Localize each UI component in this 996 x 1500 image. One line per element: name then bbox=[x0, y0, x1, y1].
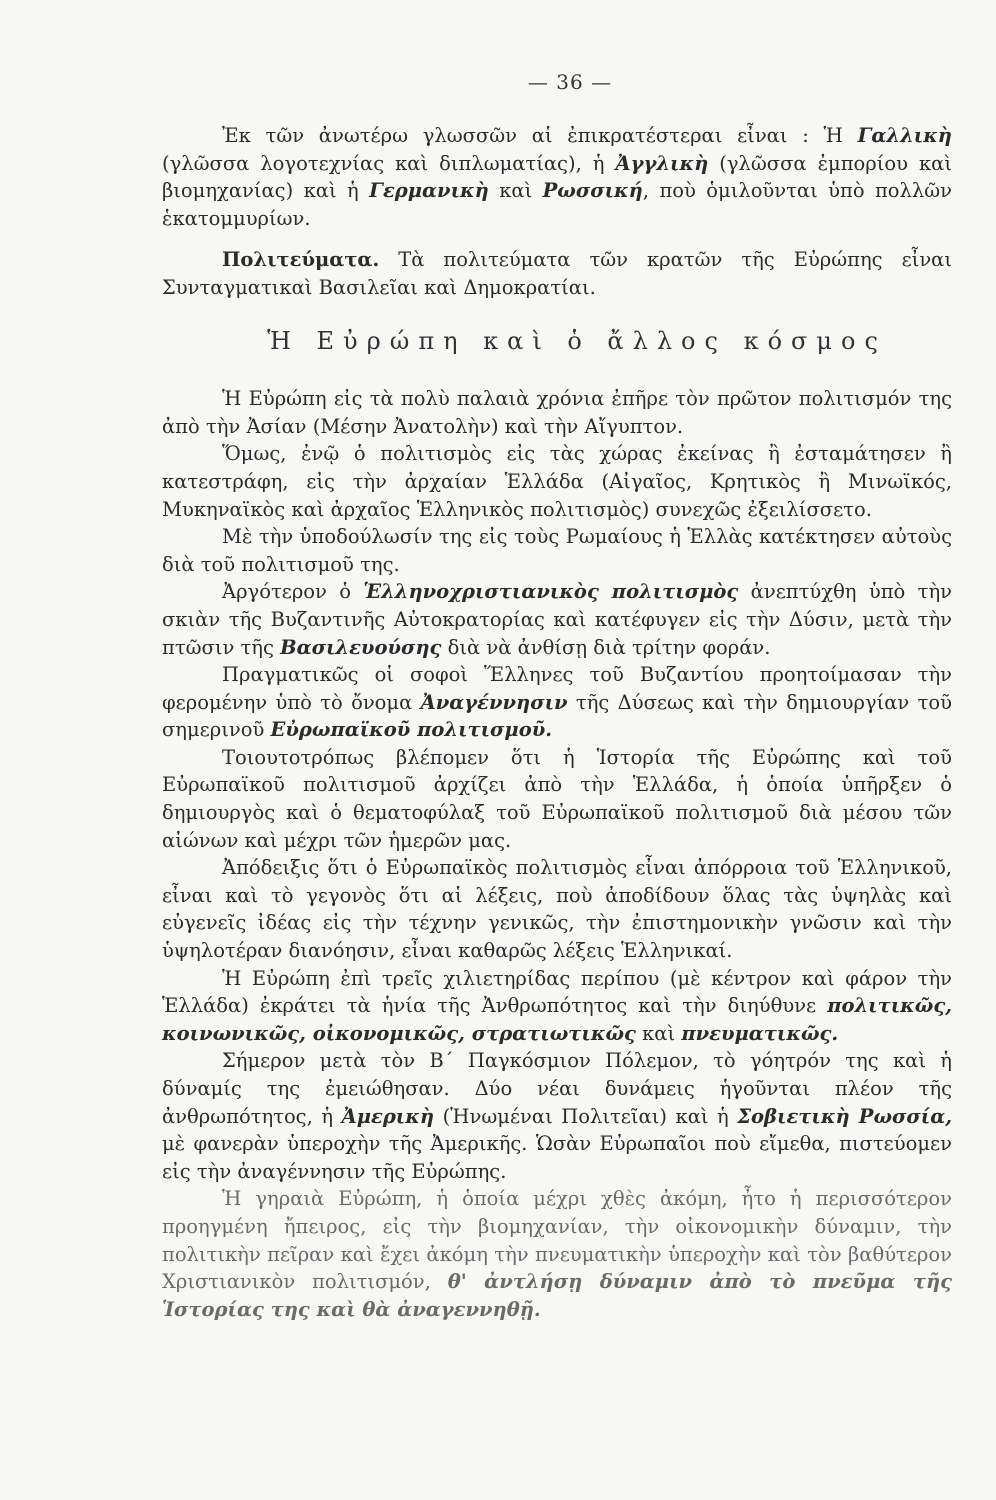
text-run: Ἐκ τῶν ἀνωτέρω γλωσσῶν αἱ ἐπικρατέστεραι εἶναι : Ἡ bbox=[222, 124, 858, 147]
text-run: Ἡ γηραιὰ Εὐρώπη, ἡ ὁποία μέχρι χθὲς ἀκόμη, ἦτο ἡ περισσότερον προηγμένη ἤπειρος, εἰς τὴν βιομηχανίαν, τὴν οἰκονομικὴν δύναμιν, τὴν πολιτικὴν πεῖραν καὶ ἔχει ἀκόμη τὴν πνευματικὴν ὑπεροχὴν καὶ τὸν βαθύτερον Χριστιανικὸν πολιτισμόν, bbox=[162, 1187, 952, 1294]
text-run: διὰ νὰ ἀνθίσῃ διὰ τρίτην φοράν. bbox=[441, 635, 771, 659]
text-run: καὶ bbox=[488, 179, 543, 203]
page-body bbox=[162, 122, 952, 1323]
emphasis: πνευματικῶς. bbox=[681, 1021, 839, 1045]
paragraph-12 bbox=[162, 1185, 952, 1323]
emphasis: θ' ἀντλήσῃ δύναμιν ἀπὸ τὸ πνεῦμα τῆς Ἱστορίας της καὶ θὰ ἀναγεννηθῇ. bbox=[162, 1270, 952, 1321]
paragraph-7 bbox=[162, 661, 952, 744]
paragraph-6 bbox=[162, 578, 952, 661]
text-run: (Ἡνωμέναι Πολιτεῖαι) καὶ ἡ bbox=[434, 1104, 738, 1128]
paragraph-11 bbox=[162, 1047, 952, 1185]
paragraph-8: Τοιουτοτρόπως βλέπομεν ὅτι ἡ Ἱστορία τῆς Εὐρώπης καὶ τοῦ Εὐρωπαϊκοῦ πολιτισμοῦ ἀρχίζει ἀπὸ τὴν Ἑλλάδα, ἡ ὁποία ὑπῆρξεν ὁ δημιουργὸς καὶ ὁ θεματοφύλαξ τοῦ Εὐρωπαϊκοῦ πολιτισμοῦ διὰ μέσου τῶν αἰώνων καὶ μέχρι τῶν ἡμερῶν μας. bbox=[162, 745, 952, 852]
emphasis: Βασιλευούσης bbox=[280, 635, 442, 659]
emphasis: Ἀμερικὴ bbox=[341, 1104, 435, 1128]
spacer bbox=[162, 232, 952, 246]
emphasis-english: Ἀγγλικὴ bbox=[615, 151, 709, 175]
emphasis-german: Γερμανικὴ bbox=[369, 179, 489, 203]
text-run: (γλῶσσα λογοτεχνίας καὶ διπλωματίας), ἡ bbox=[162, 151, 616, 175]
text-run: τῆς Δύσεως καὶ τὴν δημιουργίαν τοῦ σημερινοῦ bbox=[162, 690, 952, 742]
text-run: μὲ φανερὰν ὑπεροχὴν τῆς Ἀμερικῆς. Ὡσὰν Εὐρωπαῖοι ποὺ εἴμεθα, πιστεύομεν εἰς τὴν ἀναγέννησιν τῆς Εὐρώπης. bbox=[162, 1132, 952, 1183]
paragraph-10 bbox=[162, 965, 952, 1048]
page-number: — 36 — bbox=[527, 70, 613, 94]
text-run: (γλῶσσα ἐμπορίου καὶ βιομηχανίας) καὶ ἡ bbox=[162, 151, 952, 203]
text-run: Ἡ Εὐρώπη ἐπὶ τρεῖς χιλιετηρίδας περίπου (μὲ κέντρον καὶ φάρον τὴν Ἑλλάδα) ἐκράτει τὰ ἡνία τῆς Ἀνθρωπότητος καὶ τὴν διηύθυνε bbox=[162, 966, 952, 1018]
emphasis: πολιτικῶς, κοινωνικῶς, οἰκονομικῶς, στρατιωτικῶς bbox=[162, 994, 952, 1045]
paragraph-governments bbox=[162, 246, 952, 301]
paragraph-3: Ἡ Εὐρώπη εἰς τὰ πολὺ παλαιὰ χρόνια ἐπῆρε τὸν πρῶτον πολιτισμόν της ἀπὸ τὴν Ἀσίαν (Μέσην Ἀνατολὴν) καὶ τὴν Αἴγυπτον. bbox=[162, 387, 952, 438]
paragraph-9: Ἀπόδειξις ὅτι ὁ Εὐρωπαϊκὸς πολιτισμὸς εἶναι ἀπόρροια τοῦ Ἑλληνικοῦ, εἶναι καὶ τὸ γεγονὸς ὅτι αἱ λέξεις, ποὺ ἀποδίδουν ὅλας τὰς ὑψηλὰς καὶ εὐγενεῖς ἰδέας εἰς τὴν τέχνην γενικῶς, τὴν ἐπιστημονικὴν γνῶσιν καὶ τὴν ὑψηλοτέραν διανόησιν, εἶναι καθαρῶς λέξεις Ἑλληνικαί. bbox=[162, 856, 952, 963]
emphasis-russian: Ρωσσική bbox=[542, 179, 643, 203]
text-run: Ἀργότερον ὁ bbox=[222, 580, 364, 604]
text-run: Πραγματικῶς οἱ σοφοὶ Ἕλληνες τοῦ Βυζαντίου προητοίμασαν τὴν φερομένην ὑπὸ τὸ ὄνομα bbox=[162, 663, 952, 714]
text-run: Τὰ πολιτεύματα τῶν κρατῶν τῆς Εὐρώπης εἶναι Συνταγματικαὶ Βασιλεῖαι καὶ Δημοκρατίαι. bbox=[162, 248, 952, 299]
emphasis: Ἑλληνοχριστιανικὸς πολιτισμὸς bbox=[363, 580, 739, 604]
emphasis-french: Γαλλικὴ bbox=[857, 124, 952, 147]
paragraph-4: Ὅμως, ἐνῷ ὁ πολιτισμὸς εἰς τὰς χώρας ἐκείνας ἢ ἐσταμάτησεν ἢ κατεστράφη, εἰς τὴν ἀρχαίαν Ἑλλάδα (Αἰγαῖος, Κρητικὸς ἢ Μινωϊκός, Μυκηναϊκὸς καὶ ἀρχαῖος Ἑλληνικὸς πολιτισμὸς) συνεχῶς ἐξειλίσσετο. bbox=[162, 442, 952, 521]
text-run: καὶ bbox=[635, 1021, 682, 1045]
paragraph-languages bbox=[162, 122, 952, 232]
run-in-heading: Πολιτεύματα. bbox=[222, 248, 380, 272]
text-run: Σήμερον μετὰ τὸν Β΄ Παγκόσμιον Πόλεμον, τὸ γόητρόν της καὶ ἡ δύναμίς της ἐμειώθησαν. Δύο νέαι δυνάμεις ἡγοῦνται πλέον τῆς ἀνθρωπότητος, ἡ bbox=[162, 1049, 952, 1128]
emphasis: Εὐρωπαϊκοῦ πολιτισμοῦ. bbox=[270, 718, 553, 742]
text-run: ἀνεπτύχθη ὑπὸ τὴν σκιὰν τῆς Βυζαντινῆς Αὐτοκρατορίας καὶ κατέφυγεν εἰς τὴν Δύσιν, μετὰ τὴν πτῶσιν τῆς bbox=[162, 580, 953, 659]
emphasis: Σοβιετικὴ Ρωσσία, bbox=[737, 1104, 952, 1128]
paragraph-5: Μὲ τὴν ὑποδούλωσίν της εἰς τοὺς Ρωμαίους ἡ Ἑλλὰς κατέκτησεν αὐτοὺς διὰ τοῦ πολιτισμοῦ της. bbox=[162, 525, 952, 576]
emphasis: Ἀναγέννησιν bbox=[420, 690, 568, 714]
section-title: Ἡ Εὐρώπη καὶ ὁ ἄλλος κόσμος bbox=[267, 326, 887, 355]
text-run: , ποὺ ὁμιλοῦνται ὑπὸ πολλῶν ἑκατομμυρίων. bbox=[162, 179, 952, 230]
